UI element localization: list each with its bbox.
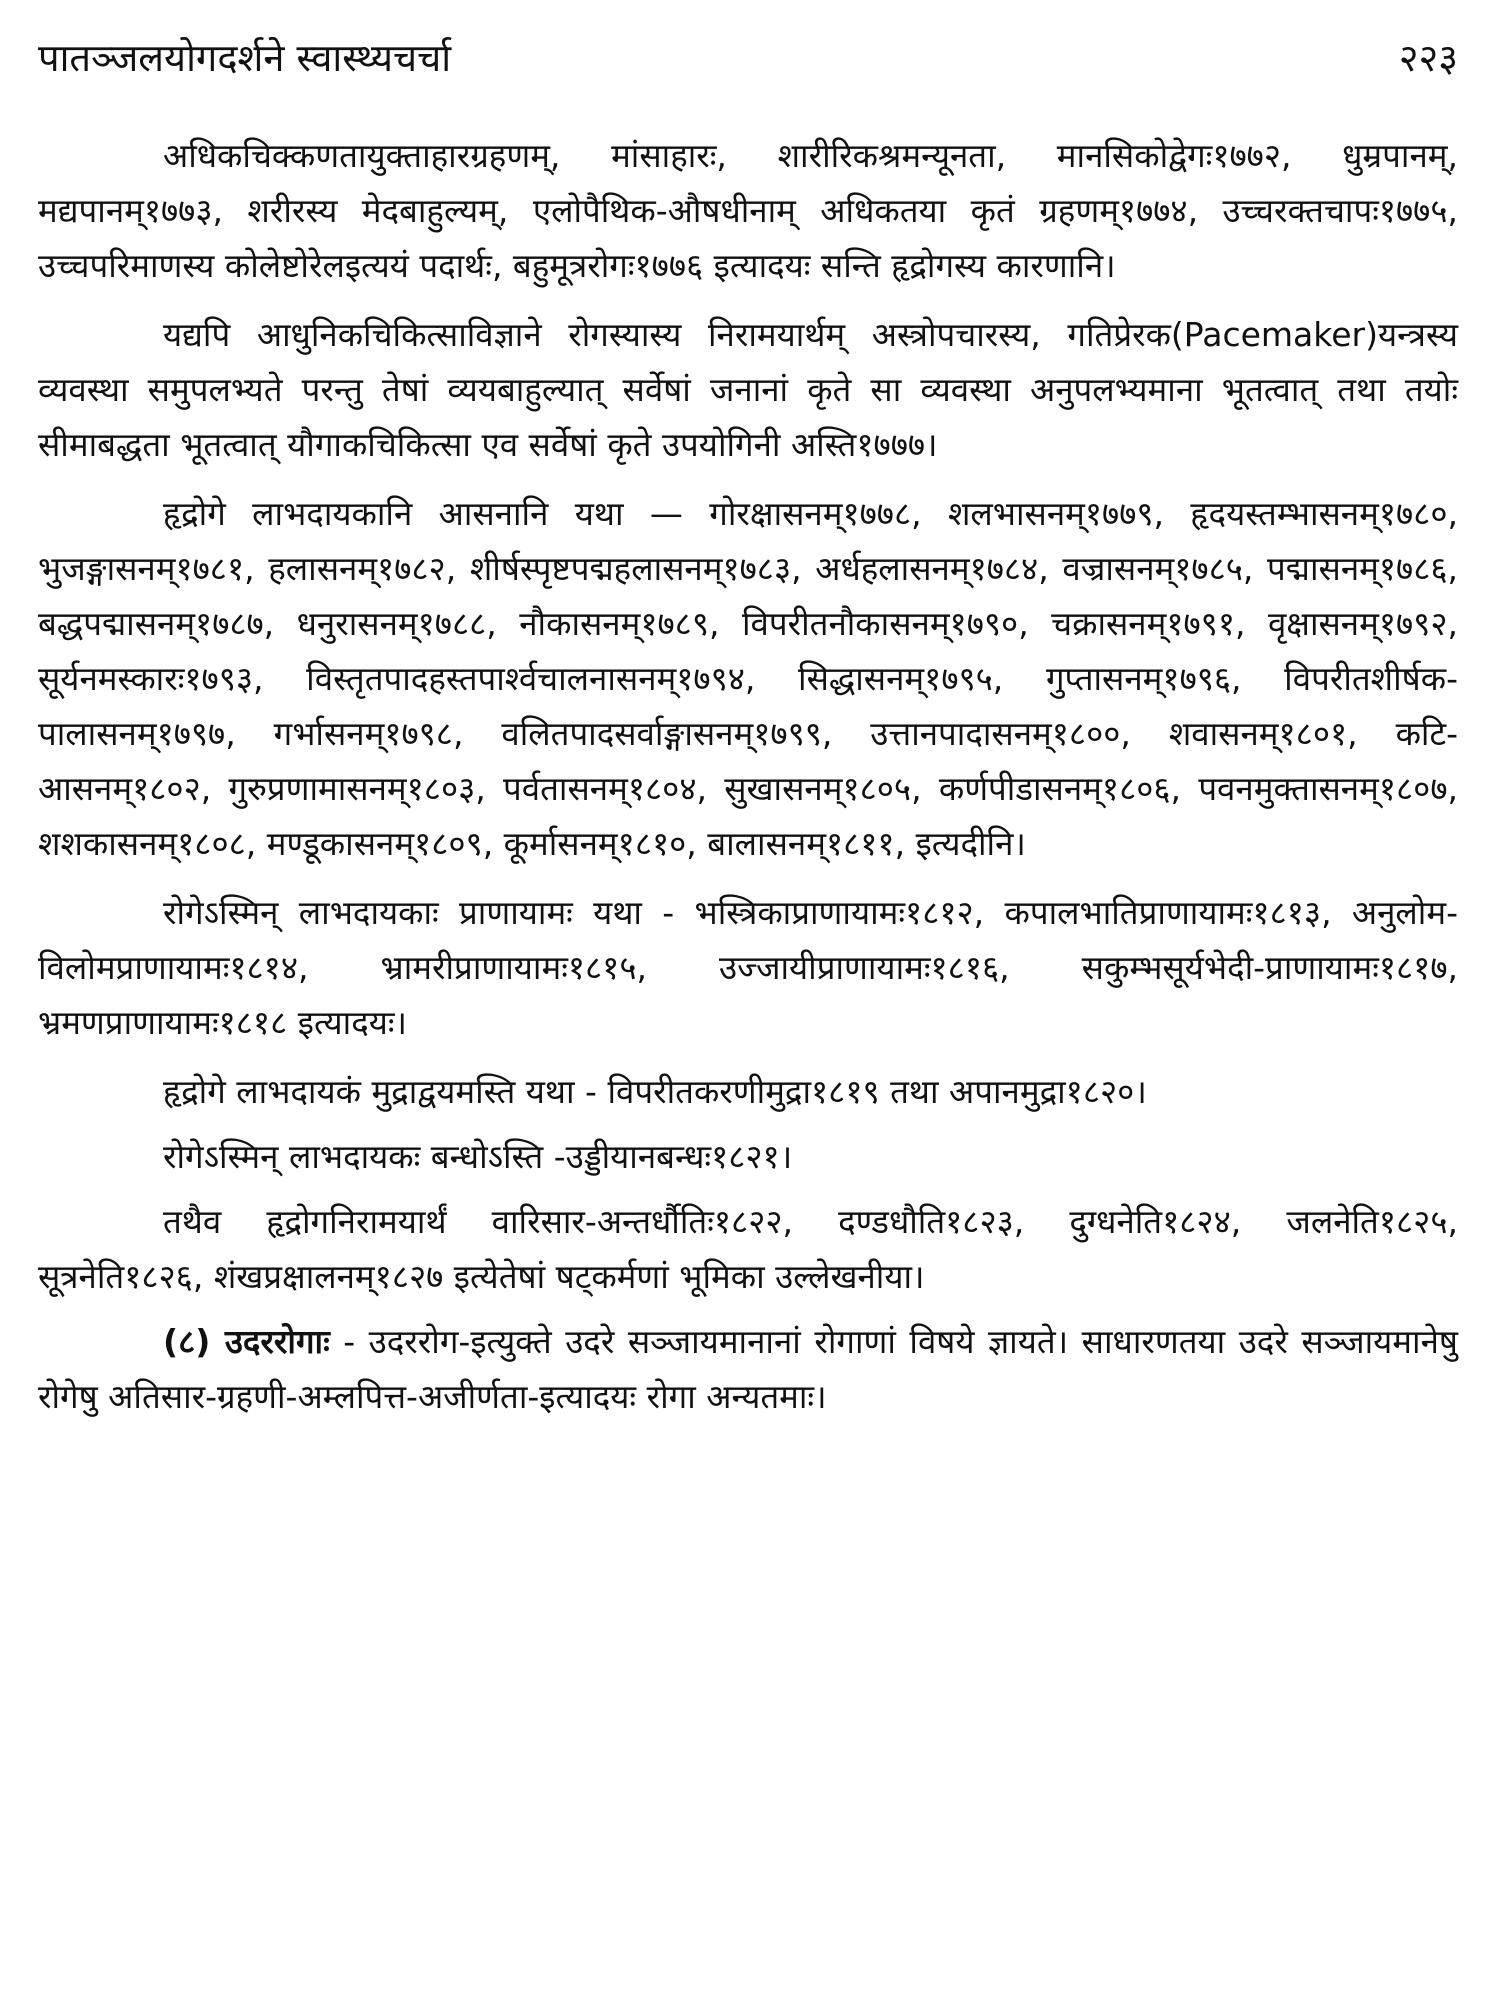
- running-title: पातञ्जलयोगदर्शने स्वास्थ्यचर्चा: [38, 36, 452, 80]
- paragraph-beneficial-bandha: रोगेऽस्मिन् लाभदायकः बन्धोऽस्ति -उड्डीयानबन्धः१८२१।: [163, 1137, 793, 1176]
- paragraph-modern-treatment: यद्यपि आधुनिकचिकित्साविज्ञाने रोगस्यास्य निरामयार्थम् अस्त्रोपचारस्य, गतिप्रेरक(Pacemaker)यन्त्रस्य व्यवस्था समुपलभ्यते परन्तु तेषां व्ययबाहुल्यात् सर्वेषां जनानां कृते सा व्यवस्था अनुपलभ्यमाना भूतत्वात् तथा तयोः सीमाबद्धता भूतत्वात् यौगाकचिकित्सा एव सर्वेषां कृते उपयोगिनी अस्ति१७७७।: [38, 315, 1458, 464]
- paragraph-shatkarma: तथैव हृद्रोगनिरामयार्थं वारिसार-अन्तर्धौतिः१८२२, दण्डधौति१८२३, दुग्धनेति१८२४, जलनेति१८२५, सूत्रनेति१८२६, शंखप्रक्षालनम्१८२७ इत्येतेषां षट्कर्मणां भूमिका उल्लेखनीया।: [38, 1202, 1458, 1296]
- section-heading: (८) उदररोगाः: [163, 1322, 330, 1361]
- paragraph-beneficial-mudras: हृद्रोगे लाभदायकं मुद्राद्वयमस्ति यथा - विपरीतकरणीमुद्रा१८१९ तथा अपानमुद्रा१८२०।: [163, 1072, 1147, 1111]
- body-text: [38, 128, 1458, 1424]
- book-page: [38, 28, 1458, 1978]
- running-header: [38, 28, 1458, 98]
- page-number: २२३: [1398, 36, 1458, 80]
- paragraph-stomach-diseases: [38, 1314, 1458, 1424]
- section-text: - उदररोग-इत्युक्ते उदरे सञ्जायमानानां रोगाणां विषये ज्ञायते। साधारणतया उदरे सञ्जायमानेषु रोगेषु अतिसार-ग्रहणी-अम्लपित्त-अजीर्णता-इत्यादयः रोगा अन्यतमाः।: [38, 1322, 1458, 1416]
- paragraph-heart-disease-causes: अधिकचिक्कणतायुक्ताहारग्रहणम्, मांसाहारः, शारीरिकश्रमन्यूनता, मानसिकोद्वेगः१७७२, धुम्रपानम्, मद्यपानम्१७७३, शरीरस्य मेदबाहुल्यम्, एलोपैथिक-औषधीनाम् अधिकतया कृतं ग्रहणम्१७७४, उच्चरक्तचापः१७७५, उच्चपरिमाणस्य कोलेष्टोरेलइत्ययं पदार्थः, बहुमूत्ररोगः१७७६ इत्यादयः सन्ति हृद्रोगस्य कारणानि।: [38, 136, 1458, 285]
- paragraph-beneficial-pranayama: रोगेऽस्मिन् लाभदायकाः प्राणायामः यथा - भस्त्रिकाप्राणायामः१८१२, कपालभातिप्राणायामः१८१३, अनुलोम-विलोमप्राणायामः१८१४, भ्रामरीप्राणायामः१८१५, उज्जायीप्राणायामः१८१६, सकुम्भसूर्यभेदी-प्राणायामः१८१७, भ्रमणप्राणायामः१८१८ इत्यादयः।: [38, 893, 1458, 1042]
- paragraph-beneficial-asanas: हृद्रोगे लाभदायकानि आसनानि यथा — गोरक्षासनम्१७७८, शलभासनम्१७७९, हृदयस्तम्भासनम्१७८०, भुजङ्गासनम्१७८१, हलासनम्१७८२, शीर्षस्पृष्टपद्महलासनम्१७८३, अर्धहलासनम्१७८४, वज्रासनम्१७८५, पद्मासनम्१७८६, बद्धपद्मासनम्१७८७, धनुरासनम्१७८८, नौकासनम्१७८९, विपरीतनौकासनम्१७९०, चक्रासनम्१७९१, वृक्षासनम्१७९२, सूर्यनमस्कारः१७९३, विस्तृतपादहस्तपार्श्वचालनासनम्१७९४, सिद्धासनम्१७९५, गुप्तासनम्१७९६, विपरीतशीर्षक-पालासनम्१७९७, गर्भासनम्१७९८, वलितपादसर्वाङ्गासनम्१७९९, उत्तानपादासनम्१८००, शवासनम्१८०१, कटि-आसनम्१८०२, गुरुप्रणामासनम्१८०३, पर्वतासनम्१८०४, सुखासनम्१८०५, कर्णपीडासनम्१८०६, पवनमुक्तासनम्१८०७, शशकासनम्१८०८, मण्डूकासनम्१८०९, कूर्मासनम्१८१०, बालासनम्१८११, इत्यदीनि।: [38, 494, 1458, 863]
